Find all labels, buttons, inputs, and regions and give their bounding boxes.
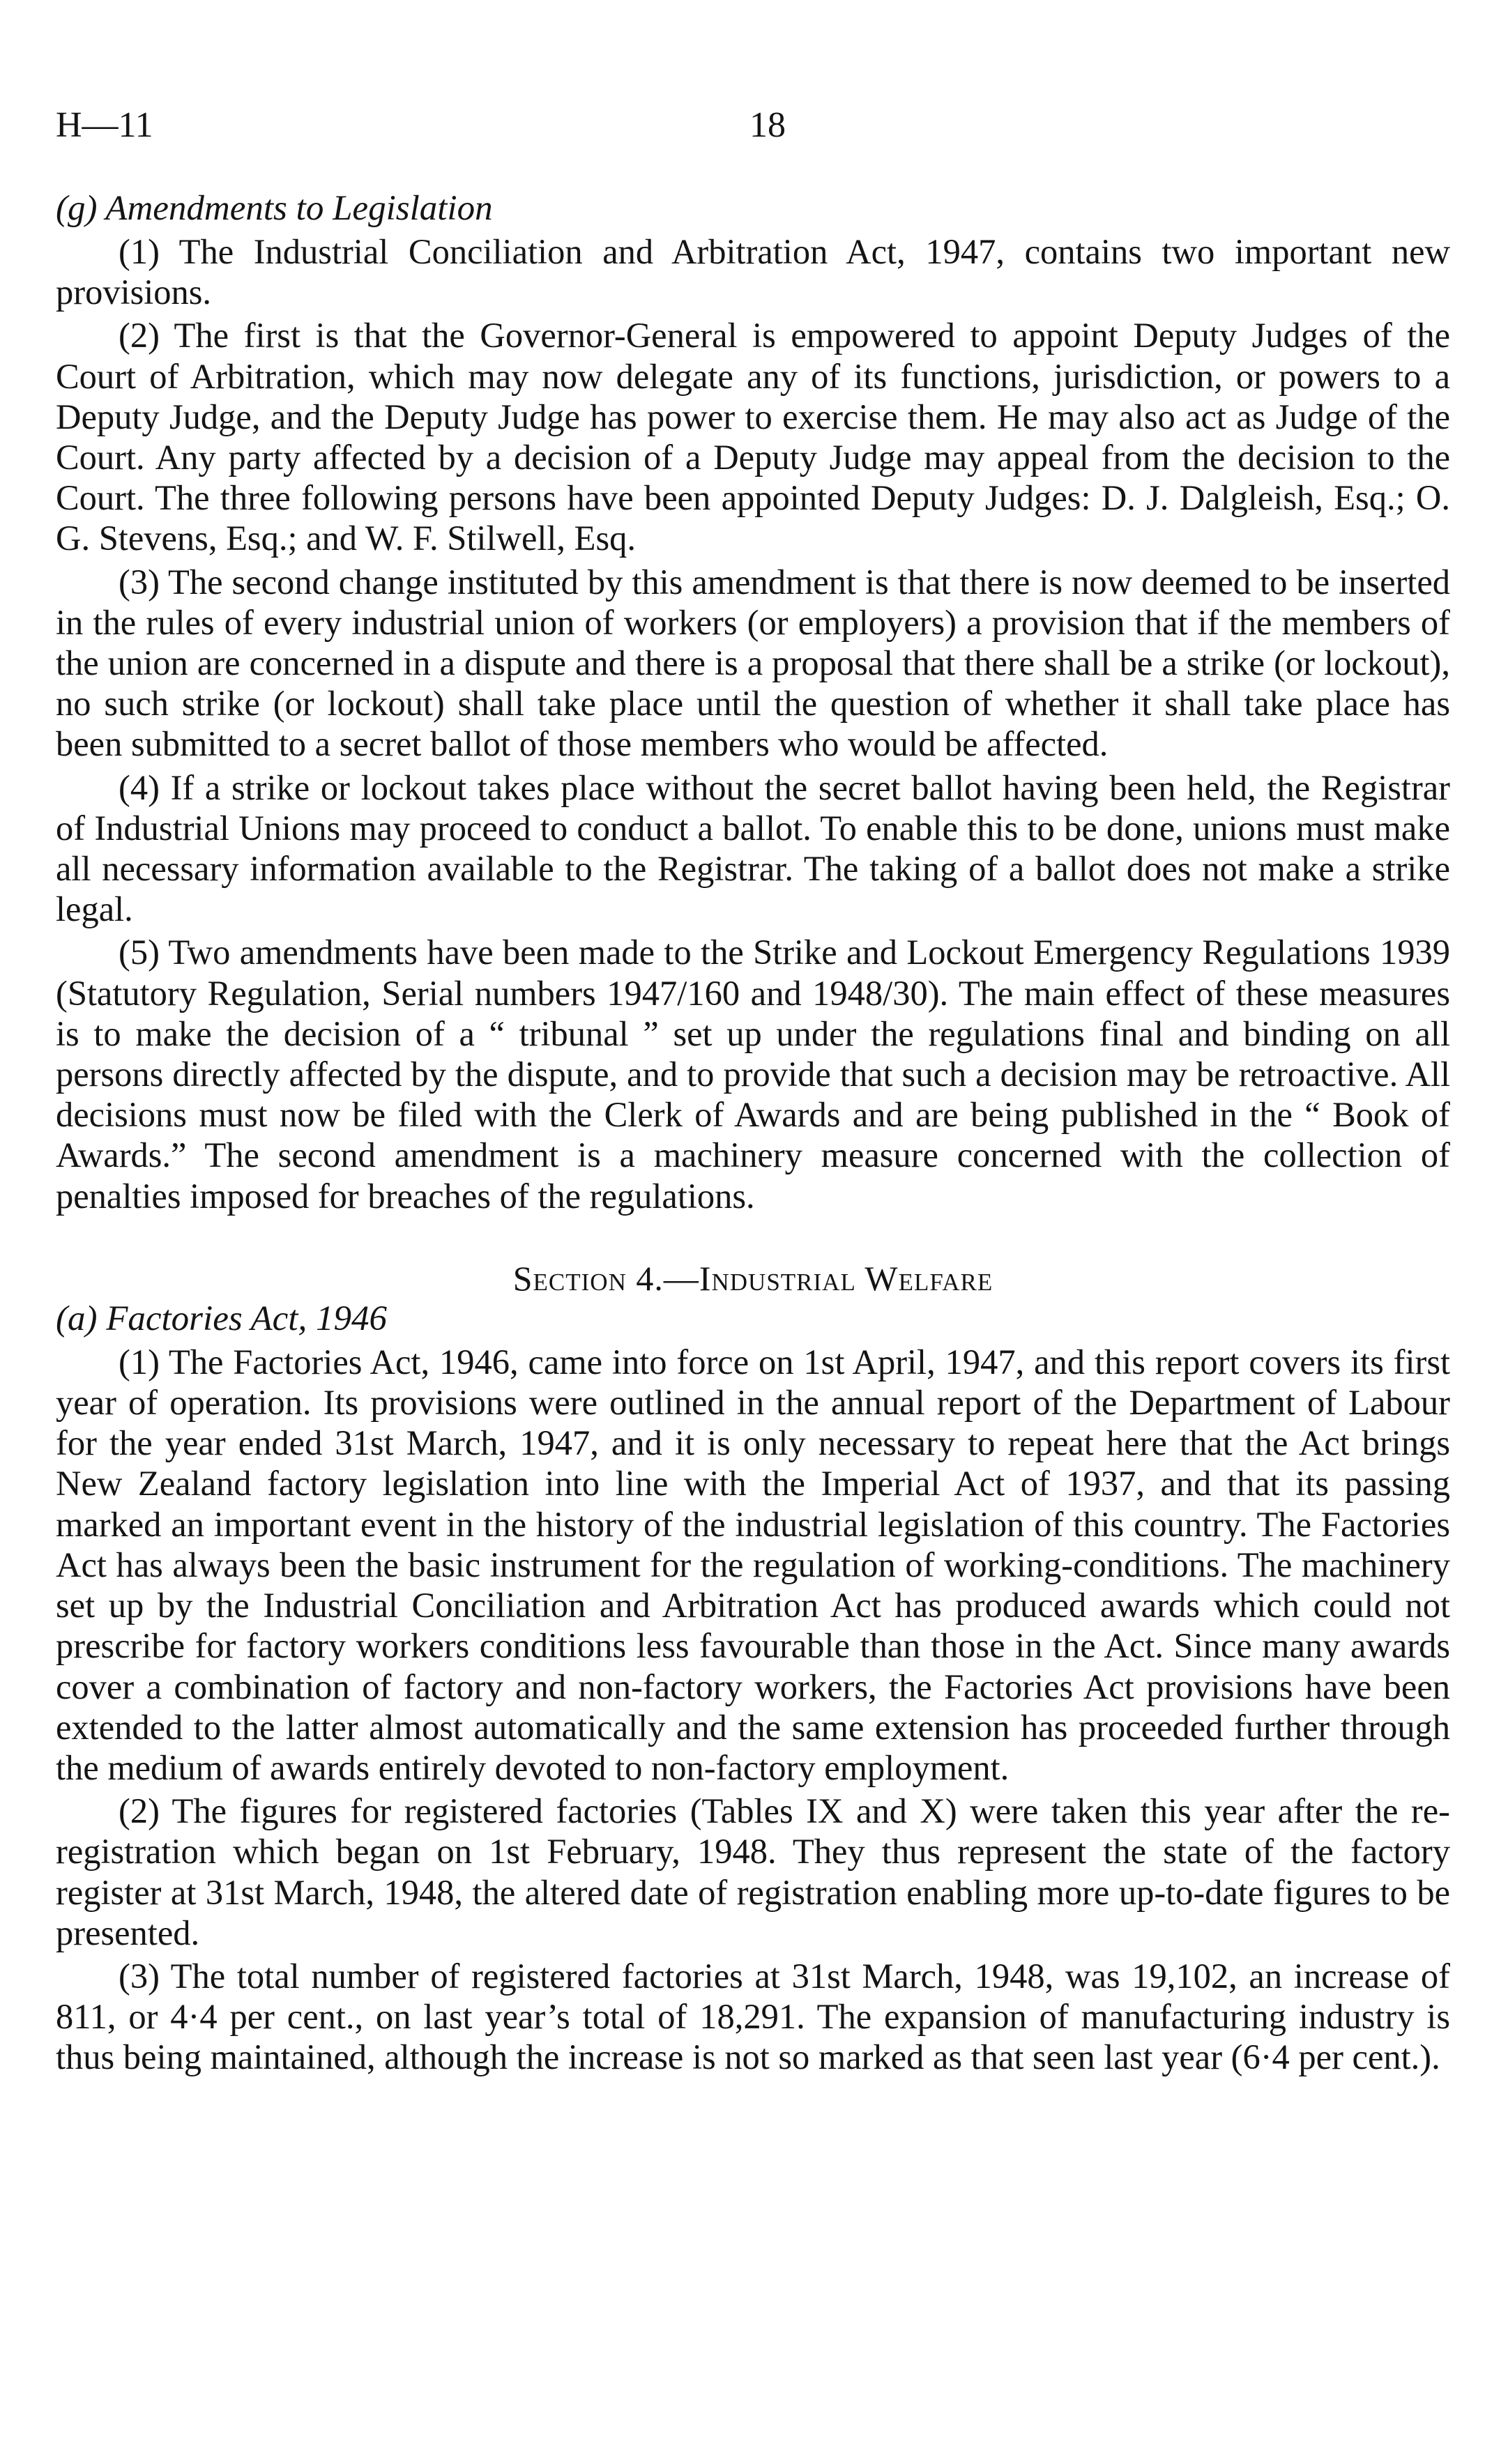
document-reference: H—11 [56,105,153,145]
section-heading: Section 4.—Industrial Welfare [512,1258,993,1298]
paragraph-g3: (3) The second change instituted by this amendment is that there is now deemed to be inserted in the rules of every industrial union of workers (or employers) a provision that if the members of the union are concerned in a dispute and there is a proposal that there shall be a strike (or lockout), no such strike (or lockout) shall take place until the question of whether it shall take place has been submitted to a secret ballot of those members who would be affected. [56,562,1450,764]
paragraph-a2: (2) The figures for registered factories (Tables IX and X) were taken this year after the re-registration which began on 1st February, 1948. They thus represent the state of the factory register at 31st March, 1948, the altered date of registration enabling more up-to-date figures to be presented. [56,1791,1450,1952]
paragraph-g2: (2) The first is that the Governor-General is empowered to appoint Deputy Judges of the Court of Arbitration, which may now delegate any of its functions, jurisdiction, or powers to a Deputy Judge, and the Deputy Judge has power to exercise them. He may also act as Judge of the Court. Any party affected by a decision of a Deputy Judge may appeal from the decision to the Court. The three following persons have been appointed Deputy Judges: D. J. Dalgleish, Esq.; O. G. Stevens, Esq.; and W. F. Stilwell, Esq. [56,316,1450,558]
subheading-factories-act: (a) Factories Act, 1946 [56,1299,387,1338]
document-page [56,91,1450,2078]
paragraph-g1: (1) The Industrial Conciliation and Arbitration Act, 1947, contains two important new provisions. [56,232,1450,312]
paragraph-a3: (3) The total number of registered factories at 31st March, 1948, was 19,102, an increase of 811, or 4·4 per cent., on last year’s total of 18,291. The expansion of manufacturing industry is thus being maintained, although the increase is not so marked as that seen last year (6·4 per cent.). [56,1956,1450,2077]
running-header [56,91,1450,153]
page-number: 18 [749,105,786,145]
paragraph-g4: (4) If a strike or lockout takes place without the secret ballot having been held, the Registrar of Industrial Unions may proceed to conduct a ballot. To enable this to be done, unions must make all necessary information available to the Registrar. The taking of a ballot does not make a strike legal. [56,767,1450,929]
paragraph-a1: (1) The Factories Act, 1946, came into force on 1st April, 1947, and this report covers its first year of operation. Its provisions were outlined in the annual report of the Department of Labour for the year ended 31st March, 1947, and it is only necessary to repeat here that the Act brings New Zealand factory legislation into line with the Imperial Act of 1937, and that its passing marked an important event in the history of the industrial legislation of this country. The Factories Act has always been the basic instrument for the regulation of working-conditions. The machinery set up by the Industrial Conciliation and Arbitration Act has produced awards which could not prescribe for factory workers conditions less favourable than those in the Act. Since many awards cover a combination of factory and non-factory workers, the Factories Act provisions have been extended to the latter almost automatically and the same extension has proceeded further through the medium of awards entirely devoted to non-factory employment. [56,1342,1450,1787]
paragraph-g5: (5) Two amendments have been made to the Strike and Lockout Emergency Regulations 1939 (Statutory Regulation, Serial numbers 1947/160 and 1948/30). The main effect of these measures is to make the decision of a “ tribunal ” set up under the regulations final and binding on all persons directly affected by the dispute, and to provide that such a decision may be retroactive. All decisions must now be filed with the Clerk of Awards and are being published in the “ Book of Awards.” The second amendment is a machinery measure concerned with the collection of penalties imposed for breaches of the regulations. [56,933,1450,1216]
subheading-amendments: (g) Amendments to Legislation [56,189,493,228]
